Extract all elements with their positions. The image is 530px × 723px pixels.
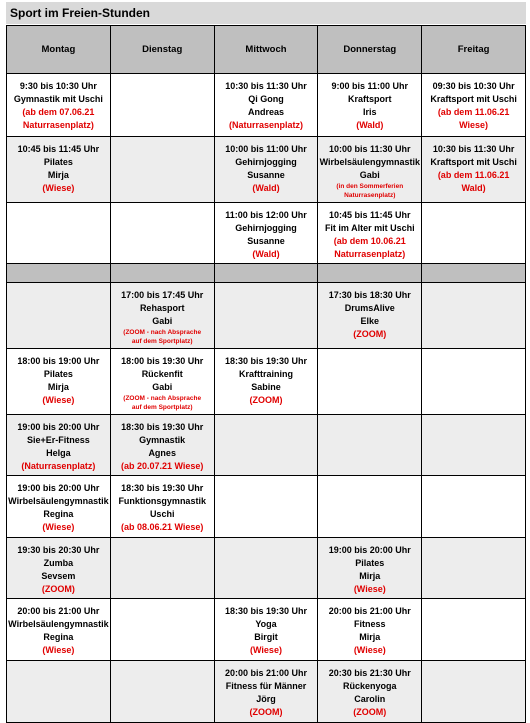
course-info-line: 18:00 bis 19:00 Uhr xyxy=(17,356,100,366)
course-location: (ab 08.06.21 Wiese) xyxy=(120,522,204,532)
schedule-cell-monday xyxy=(7,538,111,599)
schedule-cell-tuesday xyxy=(110,599,214,661)
schedule-cell-monday xyxy=(7,349,111,415)
course-location: (Wiese) xyxy=(42,395,75,405)
schedule-cell-friday xyxy=(422,283,526,349)
course-location: (Wiese) xyxy=(250,645,282,655)
schedule-cell-wednesday xyxy=(214,137,318,203)
course-location: (ab dem 10.06.21 xyxy=(333,236,406,246)
course-location: auf dem Sportplatz) xyxy=(131,404,193,411)
course-info-line: DrumsAlive xyxy=(344,303,395,313)
course-info-line: 20:00 bis 21:00 Uhr xyxy=(224,668,308,678)
course-info-line: 18:30 bis 19:30 Uhr xyxy=(121,483,204,493)
course-location: (ZOOM - nach Absprache xyxy=(123,329,202,336)
schedule-cell-monday xyxy=(7,137,111,203)
course-info-line: 9:30 bis 10:30 Uhr xyxy=(19,81,97,91)
course-info-line: 20:00 bis 21:00 Uhr xyxy=(328,606,411,616)
schedule-cell-wednesday xyxy=(214,264,318,283)
course-info-line: 10:30 bis 11:30 Uhr xyxy=(225,81,307,91)
course-info-line: Regina xyxy=(43,509,74,519)
schedule-cell-wednesday xyxy=(214,74,318,137)
course-location: (in den Sommerferien xyxy=(336,183,404,190)
schedule-cell-tuesday xyxy=(110,538,214,599)
course-location: auf dem Sportplatz) xyxy=(131,338,193,345)
schedule-cell-friday xyxy=(422,661,526,723)
schedule-cell-friday xyxy=(422,137,526,203)
schedule-cell-wednesday xyxy=(214,538,318,599)
course-info-line: Elke xyxy=(360,316,380,326)
schedule-cell-wednesday xyxy=(214,476,318,538)
course-info-line: Rehasport xyxy=(139,303,185,313)
course-info-line: Gabi xyxy=(359,170,380,180)
course-info-line: 19:00 bis 20:00 Uhr xyxy=(328,545,411,555)
course-location: (ZOOM) xyxy=(249,707,283,717)
course-info-line: Sie+Er-Fitness xyxy=(27,435,90,445)
course-info-line: 11:00 bis 12:00 Uhr xyxy=(225,210,307,220)
schedule-cell-thursday xyxy=(318,264,422,283)
schedule-cell-tuesday xyxy=(110,415,214,476)
schedule-cell-tuesday xyxy=(110,203,214,264)
schedule-cell-friday xyxy=(422,74,526,137)
course-info-line: 18:30 bis 19:30 Uhr xyxy=(121,422,204,432)
course-info-line: Pilates xyxy=(43,157,73,167)
course-info-line: 10:30 bis 11:30 Uhr xyxy=(432,144,515,154)
course-location: (ab 20.07.21 Wiese) xyxy=(120,461,204,471)
schedule-row xyxy=(7,538,526,599)
schedule-cell-monday xyxy=(7,283,111,349)
schedule-cell-thursday xyxy=(318,415,422,476)
schedule-cell-friday xyxy=(422,476,526,538)
schedule-cell-monday xyxy=(7,74,111,137)
schedule-cell-thursday xyxy=(318,476,422,538)
course-info-line: 10:45 bis 11:45 Uhr xyxy=(329,210,411,220)
course-location: (Naturrasenplatz) xyxy=(228,120,303,130)
course-location: (Wald) xyxy=(252,183,280,193)
header-wednesday: Mittwoch xyxy=(214,26,318,74)
course-info-line: Mirja xyxy=(359,571,381,581)
schedule-cell-wednesday xyxy=(214,599,318,661)
course-info-line: Gymnastik xyxy=(139,435,186,445)
course-info-line: Agnes xyxy=(148,448,176,458)
page-title: Sport im Freien-Stunden xyxy=(6,2,526,24)
course-info-line: 19:00 bis 20:00 Uhr xyxy=(17,422,100,432)
schedule-cell-thursday xyxy=(318,137,422,203)
course-location: (Naturrasenplatz) xyxy=(21,461,96,471)
schedule-row xyxy=(7,415,526,476)
schedule-cell-tuesday xyxy=(110,74,214,137)
header-row xyxy=(7,26,526,74)
course-info-line: Wirbelsäulengymnastik xyxy=(8,496,109,506)
course-location: (Wiese) xyxy=(353,584,386,594)
course-info-line: Funktionsgymnastik xyxy=(118,496,206,506)
separator-row xyxy=(7,264,526,283)
schedule-cell-tuesday xyxy=(110,264,214,283)
schedule-row xyxy=(7,476,526,538)
schedule-row xyxy=(7,203,526,264)
schedule-cell-monday xyxy=(7,203,111,264)
course-location: Naturrasenplatz) xyxy=(344,192,396,199)
course-info-line: Kraftsport mit Uschi xyxy=(430,157,517,167)
schedule-body xyxy=(7,74,526,723)
course-info-line: 18:30 bis 19:30 Uhr xyxy=(224,356,308,366)
course-info-line: Mirja xyxy=(47,170,69,180)
course-info-line: Qi Gong xyxy=(248,94,284,104)
course-info-line: Kraftsport xyxy=(348,94,392,104)
course-info-line: Zumba xyxy=(43,558,74,568)
course-info-line: Gymnastik mit Uschi xyxy=(13,94,103,104)
course-info-line: Birgit xyxy=(254,632,278,642)
header-tuesday: Dienstag xyxy=(110,26,214,74)
course-info-line: Iris xyxy=(363,107,377,117)
course-info-line: 18:00 bis 19:30 Uhr xyxy=(121,356,204,366)
course-info-line: Gehirnjogging xyxy=(235,157,297,167)
course-info-line: 20:00 bis 21:00 Uhr xyxy=(17,606,100,616)
course-info-line: Mirja xyxy=(47,382,69,392)
schedule-cell-wednesday xyxy=(214,283,318,349)
schedule-cell-tuesday xyxy=(110,349,214,415)
schedule-cell-tuesday xyxy=(110,283,214,349)
schedule-row xyxy=(7,661,526,723)
course-info-line: 20:30 bis 21:30 Uhr xyxy=(328,668,411,678)
course-info-line: Rückenfit xyxy=(141,369,183,379)
schedule-cell-thursday xyxy=(318,203,422,264)
course-info-line: 19:30 bis 20:30 Uhr xyxy=(17,545,100,555)
course-info-line: Sevsem xyxy=(41,571,76,581)
schedule-row xyxy=(7,74,526,137)
course-info-line: Jörg xyxy=(256,694,276,704)
schedule-cell-friday xyxy=(422,264,526,283)
course-info-line: 10:45 bis 11:45 Uhr xyxy=(17,144,100,154)
schedule-cell-friday xyxy=(422,538,526,599)
course-info-line: Wirbelsäulengymnastik xyxy=(8,619,109,629)
schedule-row xyxy=(7,137,526,203)
course-location: (ZOOM - nach Absprache xyxy=(123,395,202,402)
course-info-line: Rückenyoga xyxy=(343,681,397,691)
course-location: Naturrasenplatz) xyxy=(22,120,94,130)
schedule-cell-wednesday xyxy=(214,203,318,264)
schedule-cell-monday xyxy=(7,599,111,661)
course-location: Naturrasenplatz) xyxy=(334,249,406,259)
schedule-cell-wednesday xyxy=(214,415,318,476)
schedule-cell-tuesday xyxy=(110,476,214,538)
schedule-cell-thursday xyxy=(318,661,422,723)
course-location: (Wiese) xyxy=(353,645,386,655)
course-location: (Wiese) xyxy=(42,522,75,532)
course-info-line: Regina xyxy=(43,632,74,642)
course-location: (ab dem 07.06.21 xyxy=(22,107,95,117)
schedule-row xyxy=(7,283,526,349)
course-info-line: Uschi xyxy=(149,509,175,519)
course-info-line: Kraftsport mit Uschi xyxy=(430,94,517,104)
course-location: (ab dem 11.06.21 xyxy=(437,107,510,117)
header-friday: Freitag xyxy=(422,26,526,74)
course-location: (Wald) xyxy=(252,249,280,259)
schedule-row xyxy=(7,349,526,415)
schedule-cell-monday xyxy=(7,264,111,283)
course-location: (ZOOM) xyxy=(353,329,387,339)
course-info-line: Fitness für Männer xyxy=(225,681,307,691)
header-monday: Montag xyxy=(7,26,111,74)
schedule-cell-monday xyxy=(7,415,111,476)
course-info-line: Carolin xyxy=(354,694,386,704)
course-info-line: 09:30 bis 10:30 Uhr xyxy=(432,81,515,91)
course-info-line: Fit im Alter mit Uschi xyxy=(324,223,415,233)
course-location: (ZOOM) xyxy=(353,707,387,717)
schedule-cell-friday xyxy=(422,599,526,661)
schedule-cell-thursday xyxy=(318,74,422,137)
course-location: (Wiese) xyxy=(42,645,75,655)
course-location: (ZOOM) xyxy=(41,584,75,594)
schedule-cell-tuesday xyxy=(110,661,214,723)
schedule-cell-friday xyxy=(422,203,526,264)
schedule-cell-thursday xyxy=(318,349,422,415)
course-location: (ab dem 11.06.21 xyxy=(437,170,510,180)
schedule-cell-thursday xyxy=(318,283,422,349)
course-info-line: Helga xyxy=(46,448,71,458)
course-info-line: 10:00 bis 11:30 Uhr xyxy=(329,144,411,154)
course-location: Wiese) xyxy=(459,120,489,130)
course-info-line: Gabi xyxy=(152,382,173,392)
schedule-table xyxy=(6,25,526,723)
course-info-line: Fitness xyxy=(354,619,386,629)
course-info-line: Sabine xyxy=(251,382,281,392)
course-info-line: Mirja xyxy=(359,632,381,642)
schedule-cell-thursday xyxy=(318,599,422,661)
schedule-cell-wednesday xyxy=(214,349,318,415)
course-info-line: 19:00 bis 20:00 Uhr xyxy=(17,483,100,493)
course-info-line: Susanne xyxy=(247,170,285,180)
course-info-line: Susanne xyxy=(247,236,285,246)
course-info-line: Pilates xyxy=(43,369,73,379)
course-info-line: 18:30 bis 19:30 Uhr xyxy=(224,606,308,616)
course-location: (Wald) xyxy=(356,120,384,130)
schedule-cell-monday xyxy=(7,476,111,538)
course-info-line: Andreas xyxy=(247,107,284,117)
schedule-row xyxy=(7,599,526,661)
course-info-line: 17:00 bis 17:45 Uhr xyxy=(121,290,204,300)
course-info-line: 17:30 bis 18:30 Uhr xyxy=(328,290,411,300)
schedule-cell-thursday xyxy=(318,538,422,599)
schedule-cell-wednesday xyxy=(214,661,318,723)
course-info-line: Gabi xyxy=(152,316,173,326)
schedule-cell-monday xyxy=(7,661,111,723)
schedule-cell-friday xyxy=(422,349,526,415)
course-info-line: Gehirnjogging xyxy=(235,223,297,233)
schedule-cell-tuesday xyxy=(110,137,214,203)
course-info-line: Wirbelsäulengymnastik xyxy=(319,157,421,167)
course-location: (ZOOM) xyxy=(249,395,283,405)
course-info-line: 9:00 bis 11:00 Uhr xyxy=(331,81,409,91)
schedule-cell-friday xyxy=(422,415,526,476)
course-info-line: 10:00 bis 11:00 Uhr xyxy=(225,144,307,154)
course-info-line: Yoga xyxy=(255,619,277,629)
course-location: Wald) xyxy=(461,183,486,193)
course-info-line: Pilates xyxy=(355,558,385,568)
course-info-line: Krafttraining xyxy=(238,369,293,379)
header-thursday: Donnerstag xyxy=(318,26,422,74)
course-location: (Wiese) xyxy=(42,183,75,193)
